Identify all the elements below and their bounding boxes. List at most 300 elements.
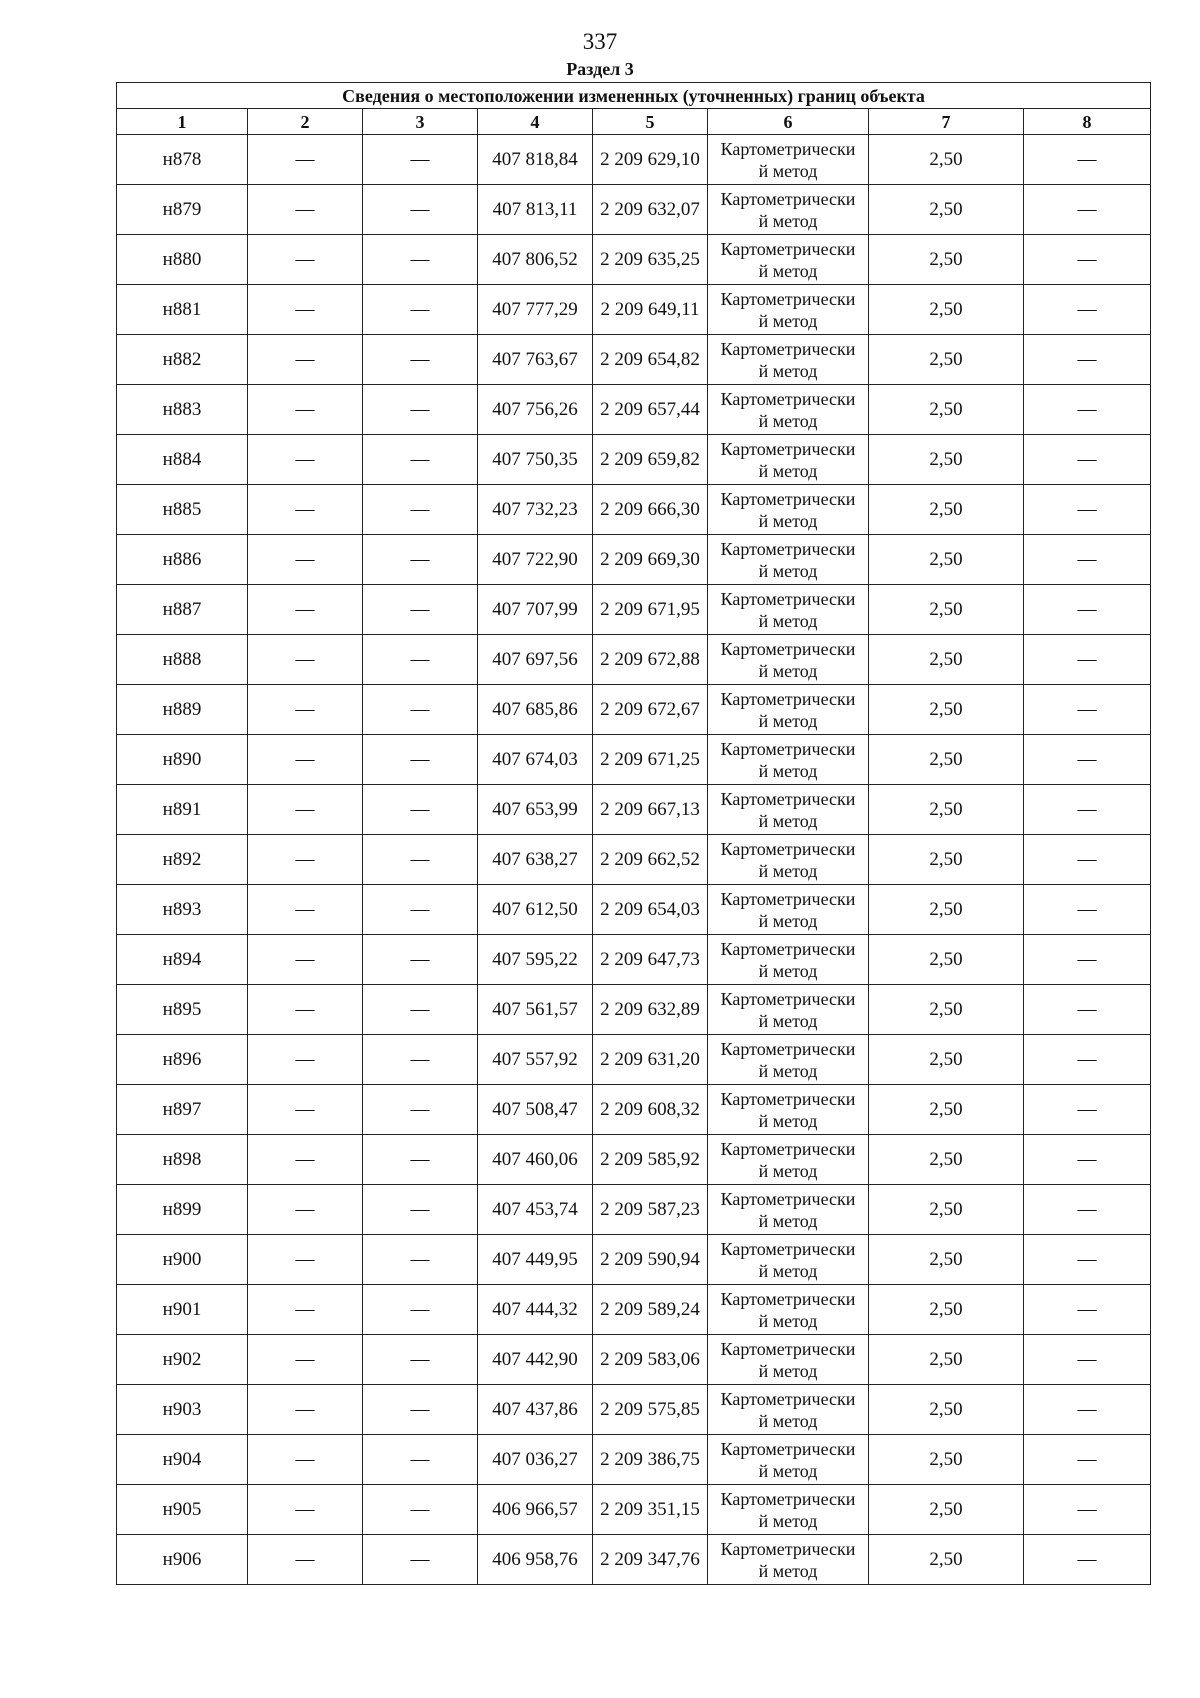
method-line-2: й метод bbox=[758, 410, 818, 431]
column-8-cell: — bbox=[1024, 1435, 1151, 1485]
column-3-cell: — bbox=[363, 1335, 478, 1385]
y-coordinate-cell: 2 209 632,07 bbox=[593, 185, 708, 235]
method-line-2: й метод bbox=[758, 1060, 818, 1081]
table-row bbox=[117, 285, 1151, 335]
point-name-cell: н888 bbox=[117, 635, 248, 685]
column-2-cell: — bbox=[248, 685, 363, 735]
method-cell bbox=[708, 1235, 869, 1285]
column-2-cell: — bbox=[248, 785, 363, 835]
column-3-cell: — bbox=[363, 285, 478, 335]
method-line-1: Картометрически bbox=[720, 288, 856, 309]
table-row bbox=[117, 935, 1151, 985]
y-coordinate-cell: 2 209 647,73 bbox=[593, 935, 708, 985]
column-3-cell: — bbox=[363, 435, 478, 485]
x-coordinate-cell: 407 653,99 bbox=[478, 785, 593, 835]
table-row bbox=[117, 135, 1151, 185]
column-8-cell: — bbox=[1024, 185, 1151, 235]
column-2-cell: — bbox=[248, 385, 363, 435]
y-coordinate-cell: 2 209 590,94 bbox=[593, 1235, 708, 1285]
accuracy-cell: 2,50 bbox=[869, 1085, 1024, 1135]
x-coordinate-cell: 407 437,86 bbox=[478, 1385, 593, 1435]
method-line-2: й метод bbox=[758, 760, 818, 781]
method-line-2: й метод bbox=[758, 1360, 818, 1381]
y-coordinate-cell: 2 209 649,11 bbox=[593, 285, 708, 335]
column-2-cell: — bbox=[248, 935, 363, 985]
method-line-2: й метод bbox=[758, 1110, 818, 1131]
point-name-cell: н906 bbox=[117, 1535, 248, 1585]
column-8-cell: — bbox=[1024, 585, 1151, 635]
column-3-cell: — bbox=[363, 685, 478, 735]
table-row bbox=[117, 785, 1151, 835]
y-coordinate-cell: 2 209 629,10 bbox=[593, 135, 708, 185]
x-coordinate-cell: 407 638,27 bbox=[478, 835, 593, 885]
method-line-1: Картометрически bbox=[720, 1188, 856, 1209]
x-coordinate-cell: 407 763,67 bbox=[478, 335, 593, 385]
accuracy-cell: 2,50 bbox=[869, 835, 1024, 885]
column-8-cell: — bbox=[1024, 985, 1151, 1035]
x-coordinate-cell: 407 674,03 bbox=[478, 735, 593, 785]
column-2-cell: — bbox=[248, 885, 363, 935]
method-line-1: Картометрически bbox=[720, 238, 856, 259]
column-3-cell: — bbox=[363, 635, 478, 685]
point-name-cell: н891 bbox=[117, 785, 248, 835]
table-row bbox=[117, 985, 1151, 1035]
method-line-2: й метод bbox=[758, 660, 818, 681]
method-line-1: Картометрически bbox=[720, 438, 856, 459]
column-number-8: 8 bbox=[1024, 109, 1151, 135]
method-line-2: й метод bbox=[758, 310, 818, 331]
method-line-2: й метод bbox=[758, 810, 818, 831]
table-row bbox=[117, 1035, 1151, 1085]
table-row bbox=[117, 1535, 1151, 1585]
method-line-1: Картометрически bbox=[720, 1488, 856, 1509]
method-line-2: й метод bbox=[758, 610, 818, 631]
column-2-cell: — bbox=[248, 435, 363, 485]
column-3-cell: — bbox=[363, 835, 478, 885]
method-line-2: й метод bbox=[758, 160, 818, 181]
point-name-cell: н897 bbox=[117, 1085, 248, 1135]
page-number: 337 bbox=[582, 29, 618, 54]
column-2-cell: — bbox=[248, 1335, 363, 1385]
method-line-1: Картометрически bbox=[720, 1038, 856, 1059]
method-cell bbox=[708, 635, 869, 685]
method-line-2: й метод bbox=[758, 510, 818, 531]
column-8-cell: — bbox=[1024, 935, 1151, 985]
column-8-cell: — bbox=[1024, 285, 1151, 335]
accuracy-cell: 2,50 bbox=[869, 535, 1024, 585]
method-line-1: Картометрически bbox=[720, 488, 856, 509]
table-row bbox=[117, 385, 1151, 435]
y-coordinate-cell: 2 209 632,89 bbox=[593, 985, 708, 1035]
method-line-1: Картометрически bbox=[720, 1138, 856, 1159]
point-name-cell: н893 bbox=[117, 885, 248, 935]
column-3-cell: — bbox=[363, 1135, 478, 1185]
point-name-cell: н879 bbox=[117, 185, 248, 235]
x-coordinate-cell: 407 756,26 bbox=[478, 385, 593, 435]
method-line-2: й метод bbox=[758, 1010, 818, 1031]
point-name-cell: н898 bbox=[117, 1135, 248, 1185]
table-row bbox=[117, 885, 1151, 935]
x-coordinate-cell: 406 958,76 bbox=[478, 1535, 593, 1585]
column-8-cell: — bbox=[1024, 1185, 1151, 1235]
point-name-cell: н880 bbox=[117, 235, 248, 285]
point-name-cell: н884 bbox=[117, 435, 248, 485]
method-cell bbox=[708, 185, 869, 235]
y-coordinate-cell: 2 209 662,52 bbox=[593, 835, 708, 885]
x-coordinate-cell: 407 561,57 bbox=[478, 985, 593, 1035]
column-8-cell: — bbox=[1024, 335, 1151, 385]
point-name-cell: н902 bbox=[117, 1335, 248, 1385]
table-row bbox=[117, 735, 1151, 785]
column-8-cell: — bbox=[1024, 1135, 1151, 1185]
method-line-2: й метод bbox=[758, 910, 818, 931]
accuracy-cell: 2,50 bbox=[869, 785, 1024, 835]
x-coordinate-cell: 407 697,56 bbox=[478, 635, 593, 685]
y-coordinate-cell: 2 209 657,44 bbox=[593, 385, 708, 435]
method-cell bbox=[708, 135, 869, 185]
method-line-2: й метод bbox=[758, 1160, 818, 1181]
method-line-2: й метод bbox=[758, 1310, 818, 1331]
column-3-cell: — bbox=[363, 1235, 478, 1285]
point-name-cell: н889 bbox=[117, 685, 248, 735]
method-cell bbox=[708, 585, 869, 635]
point-name-cell: н885 bbox=[117, 485, 248, 535]
column-8-cell: — bbox=[1024, 1285, 1151, 1335]
x-coordinate-cell: 407 777,29 bbox=[478, 285, 593, 335]
method-line-2: й метод bbox=[758, 1410, 818, 1431]
y-coordinate-cell: 2 209 654,82 bbox=[593, 335, 708, 385]
x-coordinate-cell: 407 036,27 bbox=[478, 1435, 593, 1485]
point-name-cell: н881 bbox=[117, 285, 248, 335]
y-coordinate-cell: 2 209 585,92 bbox=[593, 1135, 708, 1185]
accuracy-cell: 2,50 bbox=[869, 1535, 1024, 1585]
column-3-cell: — bbox=[363, 1085, 478, 1135]
table-row bbox=[117, 1185, 1151, 1235]
method-cell bbox=[708, 485, 869, 535]
column-3-cell: — bbox=[363, 885, 478, 935]
table-row bbox=[117, 635, 1151, 685]
point-name-cell: н883 bbox=[117, 385, 248, 435]
method-line-2: й метод bbox=[758, 710, 818, 731]
x-coordinate-cell: 407 707,99 bbox=[478, 585, 593, 635]
method-line-2: й метод bbox=[758, 1460, 818, 1481]
method-line-1: Картометрически bbox=[720, 688, 856, 709]
point-name-cell: н896 bbox=[117, 1035, 248, 1085]
method-line-1: Картометрически bbox=[720, 938, 856, 959]
method-cell bbox=[708, 535, 869, 585]
y-coordinate-cell: 2 209 671,25 bbox=[593, 735, 708, 785]
x-coordinate-cell: 407 818,84 bbox=[478, 135, 593, 185]
method-cell bbox=[708, 1485, 869, 1535]
x-coordinate-cell: 407 722,90 bbox=[478, 535, 593, 585]
column-number-1: 1 bbox=[117, 109, 248, 135]
column-8-cell: — bbox=[1024, 1035, 1151, 1085]
y-coordinate-cell: 2 209 654,03 bbox=[593, 885, 708, 935]
column-8-cell: — bbox=[1024, 735, 1151, 785]
accuracy-cell: 2,50 bbox=[869, 485, 1024, 535]
column-3-cell: — bbox=[363, 235, 478, 285]
y-coordinate-cell: 2 209 589,24 bbox=[593, 1285, 708, 1335]
method-line-1: Картометрически bbox=[720, 1388, 856, 1409]
y-coordinate-cell: 2 209 631,20 bbox=[593, 1035, 708, 1085]
method-cell bbox=[708, 435, 869, 485]
method-line-2: й метод bbox=[758, 460, 818, 481]
table-row bbox=[117, 1385, 1151, 1435]
y-coordinate-cell: 2 209 671,95 bbox=[593, 585, 708, 635]
method-cell bbox=[708, 735, 869, 785]
column-8-cell: — bbox=[1024, 685, 1151, 735]
column-8-cell: — bbox=[1024, 885, 1151, 935]
point-name-cell: н887 bbox=[117, 585, 248, 635]
method-cell bbox=[708, 1185, 869, 1235]
method-line-1: Картометрически bbox=[720, 1438, 856, 1459]
y-coordinate-cell: 2 209 667,13 bbox=[593, 785, 708, 835]
method-cell bbox=[708, 835, 869, 885]
accuracy-cell: 2,50 bbox=[869, 885, 1024, 935]
column-8-cell: — bbox=[1024, 1235, 1151, 1285]
method-cell bbox=[708, 935, 869, 985]
column-3-cell: — bbox=[363, 585, 478, 635]
accuracy-cell: 2,50 bbox=[869, 1485, 1024, 1535]
column-8-cell: — bbox=[1024, 235, 1151, 285]
method-cell bbox=[708, 1135, 869, 1185]
column-3-cell: — bbox=[363, 735, 478, 785]
accuracy-cell: 2,50 bbox=[869, 1285, 1024, 1335]
point-name-cell: н904 bbox=[117, 1435, 248, 1485]
y-coordinate-cell: 2 209 672,88 bbox=[593, 635, 708, 685]
method-line-2: й метод bbox=[758, 960, 818, 981]
y-coordinate-cell: 2 209 635,25 bbox=[593, 235, 708, 285]
method-line-2: й метод bbox=[758, 1510, 818, 1531]
column-3-cell: — bbox=[363, 935, 478, 985]
table-row bbox=[117, 1435, 1151, 1485]
y-coordinate-cell: 2 209 669,30 bbox=[593, 535, 708, 585]
column-2-cell: — bbox=[248, 1185, 363, 1235]
column-3-cell: — bbox=[363, 1185, 478, 1235]
method-line-1: Картометрически bbox=[720, 388, 856, 409]
accuracy-cell: 2,50 bbox=[869, 435, 1024, 485]
column-2-cell: — bbox=[248, 985, 363, 1035]
column-2-cell: — bbox=[248, 185, 363, 235]
x-coordinate-cell: 407 750,35 bbox=[478, 435, 593, 485]
method-cell bbox=[708, 985, 869, 1035]
point-name-cell: н895 bbox=[117, 985, 248, 1035]
column-3-cell: — bbox=[363, 335, 478, 385]
method-line-2: й метод bbox=[758, 260, 818, 281]
column-3-cell: — bbox=[363, 985, 478, 1035]
accuracy-cell: 2,50 bbox=[869, 285, 1024, 335]
method-cell bbox=[708, 285, 869, 335]
accuracy-cell: 2,50 bbox=[869, 1235, 1024, 1285]
table-row bbox=[117, 1085, 1151, 1135]
table-body bbox=[117, 135, 1151, 1585]
column-3-cell: — bbox=[363, 1485, 478, 1535]
column-8-cell: — bbox=[1024, 785, 1151, 835]
x-coordinate-cell: 407 806,52 bbox=[478, 235, 593, 285]
x-coordinate-cell: 407 685,86 bbox=[478, 685, 593, 735]
point-name-cell: н890 bbox=[117, 735, 248, 785]
column-8-cell: — bbox=[1024, 135, 1151, 185]
method-line-1: Картометрически bbox=[720, 538, 856, 559]
column-2-cell: — bbox=[248, 1385, 363, 1435]
column-2-cell: — bbox=[248, 1235, 363, 1285]
method-line-1: Картометрически bbox=[720, 588, 856, 609]
x-coordinate-cell: 407 460,06 bbox=[478, 1135, 593, 1185]
table-row bbox=[117, 585, 1151, 635]
table-row bbox=[117, 1235, 1151, 1285]
column-2-cell: — bbox=[248, 1285, 363, 1335]
x-coordinate-cell: 407 442,90 bbox=[478, 1335, 593, 1385]
method-line-1: Картометрически bbox=[720, 1338, 856, 1359]
column-8-cell: — bbox=[1024, 1485, 1151, 1535]
point-name-cell: н892 bbox=[117, 835, 248, 885]
accuracy-cell: 2,50 bbox=[869, 1035, 1024, 1085]
column-number-4: 4 bbox=[478, 109, 593, 135]
column-2-cell: — bbox=[248, 1485, 363, 1535]
method-cell bbox=[708, 235, 869, 285]
column-3-cell: — bbox=[363, 535, 478, 585]
accuracy-cell: 2,50 bbox=[869, 185, 1024, 235]
column-8-cell: — bbox=[1024, 385, 1151, 435]
point-name-cell: н901 bbox=[117, 1285, 248, 1335]
method-cell bbox=[708, 1085, 869, 1135]
method-cell bbox=[708, 885, 869, 935]
method-line-1: Картометрически bbox=[720, 188, 856, 209]
y-coordinate-cell: 2 209 672,67 bbox=[593, 685, 708, 735]
method-line-2: й метод bbox=[758, 210, 818, 231]
column-2-cell: — bbox=[248, 285, 363, 335]
column-number-row bbox=[117, 109, 1151, 135]
accuracy-cell: 2,50 bbox=[869, 635, 1024, 685]
accuracy-cell: 2,50 bbox=[869, 1435, 1024, 1485]
x-coordinate-cell: 406 966,57 bbox=[478, 1485, 593, 1535]
point-name-cell: н886 bbox=[117, 535, 248, 585]
column-3-cell: — bbox=[363, 1035, 478, 1085]
column-3-cell: — bbox=[363, 385, 478, 435]
accuracy-cell: 2,50 bbox=[869, 385, 1024, 435]
method-cell bbox=[708, 685, 869, 735]
y-coordinate-cell: 2 209 608,32 bbox=[593, 1085, 708, 1135]
y-coordinate-cell: 2 209 666,30 bbox=[593, 485, 708, 535]
method-line-1: Картометрически bbox=[720, 638, 856, 659]
column-8-cell: — bbox=[1024, 1535, 1151, 1585]
table-row bbox=[117, 1485, 1151, 1535]
accuracy-cell: 2,50 bbox=[869, 1185, 1024, 1235]
accuracy-cell: 2,50 bbox=[869, 585, 1024, 635]
accuracy-cell: 2,50 bbox=[869, 1135, 1024, 1185]
method-cell bbox=[708, 1035, 869, 1085]
accuracy-cell: 2,50 bbox=[869, 135, 1024, 185]
table-caption: Сведения о местоположении измененных (уточненных) границ объекта bbox=[117, 83, 1151, 109]
accuracy-cell: 2,50 bbox=[869, 985, 1024, 1035]
method-line-1: Картометрически bbox=[720, 138, 856, 159]
method-line-2: й метод bbox=[758, 1560, 818, 1581]
column-3-cell: — bbox=[363, 1435, 478, 1485]
accuracy-cell: 2,50 bbox=[869, 735, 1024, 785]
column-3-cell: — bbox=[363, 1285, 478, 1335]
point-name-cell: н905 bbox=[117, 1485, 248, 1535]
column-3-cell: — bbox=[363, 185, 478, 235]
column-8-cell: — bbox=[1024, 835, 1151, 885]
column-2-cell: — bbox=[248, 485, 363, 535]
table-row bbox=[117, 485, 1151, 535]
x-coordinate-cell: 407 813,11 bbox=[478, 185, 593, 235]
column-3-cell: — bbox=[363, 1385, 478, 1435]
point-name-cell: н878 bbox=[117, 135, 248, 185]
y-coordinate-cell: 2 209 386,75 bbox=[593, 1435, 708, 1485]
column-8-cell: — bbox=[1024, 1085, 1151, 1135]
boundary-coordinates-table bbox=[116, 82, 1151, 1585]
point-name-cell: н900 bbox=[117, 1235, 248, 1285]
method-cell bbox=[708, 785, 869, 835]
method-line-1: Картометрически bbox=[720, 1088, 856, 1109]
table-row bbox=[117, 1135, 1151, 1185]
y-coordinate-cell: 2 209 575,85 bbox=[593, 1385, 708, 1435]
column-8-cell: — bbox=[1024, 635, 1151, 685]
y-coordinate-cell: 2 209 587,23 bbox=[593, 1185, 708, 1235]
column-2-cell: — bbox=[248, 1435, 363, 1485]
method-line-1: Картометрически bbox=[720, 1238, 856, 1259]
table-row bbox=[117, 185, 1151, 235]
accuracy-cell: 2,50 bbox=[869, 685, 1024, 735]
column-2-cell: — bbox=[248, 235, 363, 285]
table-row bbox=[117, 235, 1151, 285]
column-8-cell: — bbox=[1024, 535, 1151, 585]
column-2-cell: — bbox=[248, 635, 363, 685]
method-line-1: Картометрически bbox=[720, 1288, 856, 1309]
table-row bbox=[117, 435, 1151, 485]
column-number-7: 7 bbox=[869, 109, 1024, 135]
column-3-cell: — bbox=[363, 135, 478, 185]
method-line-1: Картометрически bbox=[720, 1538, 856, 1559]
column-2-cell: — bbox=[248, 1035, 363, 1085]
method-cell bbox=[708, 385, 869, 435]
column-number-2: 2 bbox=[248, 109, 363, 135]
column-8-cell: — bbox=[1024, 1335, 1151, 1385]
method-cell bbox=[708, 1285, 869, 1335]
column-2-cell: — bbox=[248, 1535, 363, 1585]
method-line-1: Картометрически bbox=[720, 988, 856, 1009]
accuracy-cell: 2,50 bbox=[869, 235, 1024, 285]
method-line-1: Картометрически bbox=[720, 338, 856, 359]
column-8-cell: — bbox=[1024, 485, 1151, 535]
method-line-2: й метод bbox=[758, 560, 818, 581]
table-row bbox=[117, 535, 1151, 585]
method-cell bbox=[708, 1535, 869, 1585]
accuracy-cell: 2,50 bbox=[869, 1385, 1024, 1435]
method-line-2: й метод bbox=[758, 1260, 818, 1281]
method-cell bbox=[708, 335, 869, 385]
column-3-cell: — bbox=[363, 485, 478, 535]
point-name-cell: н903 bbox=[117, 1385, 248, 1435]
table-row bbox=[117, 335, 1151, 385]
method-cell bbox=[708, 1435, 869, 1485]
column-2-cell: — bbox=[248, 835, 363, 885]
column-2-cell: — bbox=[248, 335, 363, 385]
column-8-cell: — bbox=[1024, 1385, 1151, 1435]
method-line-1: Картометрически bbox=[720, 738, 856, 759]
method-line-2: й метод bbox=[758, 1210, 818, 1231]
x-coordinate-cell: 407 612,50 bbox=[478, 885, 593, 935]
table-row bbox=[117, 685, 1151, 735]
x-coordinate-cell: 407 732,23 bbox=[478, 485, 593, 535]
method-cell bbox=[708, 1385, 869, 1435]
table-row bbox=[117, 1285, 1151, 1335]
y-coordinate-cell: 2 209 583,06 bbox=[593, 1335, 708, 1385]
method-line-2: й метод bbox=[758, 360, 818, 381]
section-title: Раздел 3 bbox=[566, 59, 634, 79]
column-2-cell: — bbox=[248, 1085, 363, 1135]
